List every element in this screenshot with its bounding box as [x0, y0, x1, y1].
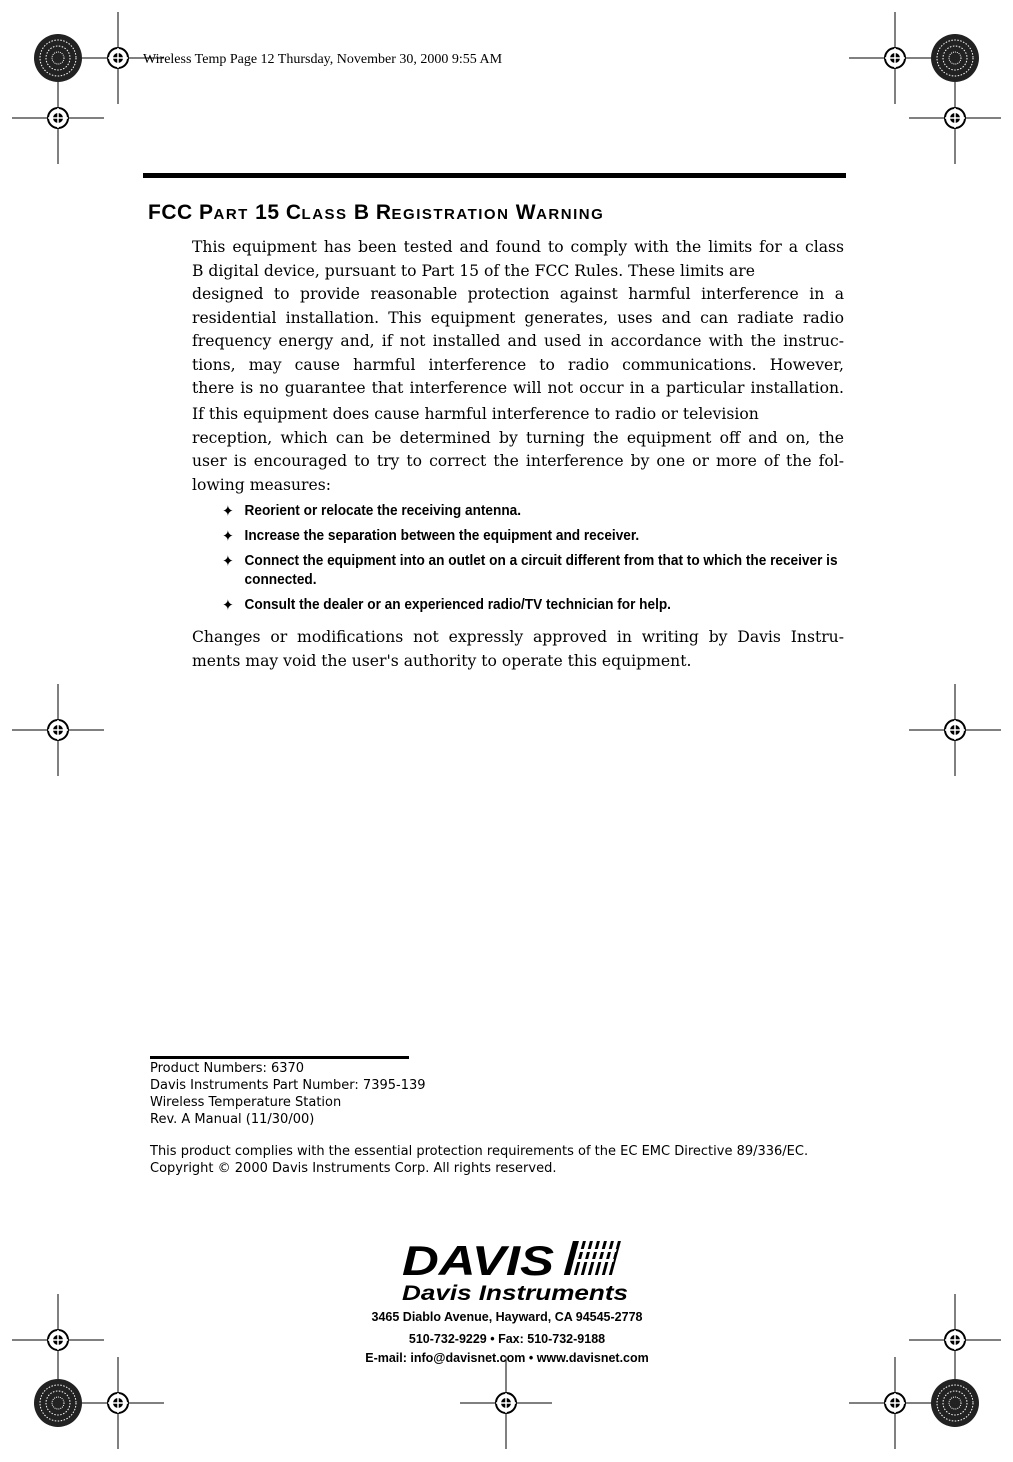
top-rule [143, 173, 846, 178]
list-item: ✦ Reorient or relocate the receiving antenna. [222, 503, 522, 520]
crosshair-mark [12, 684, 104, 776]
heading-word: 15 CLASS [248, 201, 348, 224]
bullet-star-icon: ✦ [222, 528, 234, 545]
product-info [150, 1060, 426, 1128]
heading-word: FCC PART [148, 201, 249, 224]
crosshair-mark [849, 12, 941, 104]
product-info-line: Rev. A Manual (11/30/00) [150, 1112, 315, 1127]
color-target-mark [931, 34, 979, 82]
heading-word: WARNING [509, 201, 605, 224]
text-line: residential installation. This equipment generates, uses and can radiate radio [192, 308, 844, 327]
product-info-line: Product Numbers: 6370 [150, 1061, 305, 1076]
crosshair-mark [909, 72, 1001, 164]
text-line: This equipment has been tested and found to comply with the limits for a class [192, 238, 844, 256]
crosshair-mark [72, 12, 164, 104]
color-target-mark [931, 1379, 979, 1427]
heading-word: B REGISTRATION [347, 201, 510, 224]
text-line: ments may void the user's authority to operate this equipment. [192, 651, 692, 670]
color-target-mark [34, 34, 82, 82]
bullet-star-icon: ✦ [222, 597, 234, 614]
address-phone: 510-732-9229 • Fax: 510-732-9188 [408, 1332, 606, 1346]
text-line: reception, which can be determined by turning the equipment off and on, the [192, 428, 844, 447]
text-line: Changes or modifications not expressly approved in writing by Davis Instru- [192, 628, 844, 646]
section-heading [148, 201, 604, 225]
address-contact: E-mail: info@davisnet.com • www.davisnet.com [365, 1351, 649, 1365]
compliance-line: This product complies with the essential protection requirements of the EC EMC Directive 89/336/EC. [150, 1144, 809, 1159]
measures-list [222, 502, 846, 621]
list-item: ✦ Increase the separation between the equipment and receiver. [222, 528, 640, 545]
compliance-notice [150, 1143, 808, 1177]
color-target-mark [34, 1379, 82, 1427]
text-line: there is no guarantee that interference will not occur in a particular installation. [192, 379, 844, 397]
crosshair-mark [460, 1357, 552, 1449]
product-info-line: Wireless Temperature Station [150, 1095, 342, 1110]
paragraph-modifications [192, 626, 844, 673]
logo-company-name: Davis Instruments [402, 1282, 628, 1305]
logo-wordmark: DAVIS [402, 1237, 554, 1284]
bullet-star-icon: ✦ [222, 503, 234, 520]
text-line: designed to provide reasonable protection against harmful interference in a [192, 285, 844, 303]
crosshair-mark [849, 1357, 941, 1449]
print-slug: Wireless Temp Page 12 Thursday, November 30, 2000 9:55 AM [143, 52, 503, 67]
address-street: 3465 Diablo Avenue, Hayward, CA 94545-2778 [371, 1310, 643, 1324]
crosshair-mark [12, 72, 104, 164]
crosshair-mark [72, 1357, 164, 1449]
text-line: If this equipment does cause harmful interference to radio or television [192, 405, 759, 423]
copyright-line: Copyright © 2000 Davis Instruments Corp. All rights reserved. [150, 1161, 557, 1176]
logo-stripes-icon [564, 1241, 621, 1275]
bullet-star-icon: ✦ [222, 553, 234, 570]
davis-logo [400, 1237, 630, 1305]
product-info-rule [150, 1056, 409, 1059]
text-line: user is encouraged to try to correct the interference by one or more of the fol- [192, 452, 844, 470]
paragraph-interference [192, 403, 844, 497]
crosshair-mark [909, 684, 1001, 776]
list-item: ✦ Consult the dealer or an experienced radio/TV technician for help. [222, 597, 671, 614]
text-line: tions, may cause harmful interference to radio communications. However, [192, 355, 844, 374]
list-item: ✦ Connect the equipment into an outlet on a circuit different from that to which the receiver is connected. [222, 553, 838, 588]
crosshair-mark [909, 1294, 1001, 1386]
text-line: frequency energy and, if not installed and used in accordance with the instruc- [192, 332, 844, 350]
paragraph-fcc-compliance [192, 236, 844, 401]
text-line: lowing measures: [192, 475, 331, 494]
crosshair-mark [12, 1294, 104, 1386]
product-info-line: Davis Instruments Part Number: 7395-139 [150, 1078, 426, 1093]
text-line: B digital device, pursuant to Part 15 of the FCC Rules. These limits are [192, 261, 755, 280]
